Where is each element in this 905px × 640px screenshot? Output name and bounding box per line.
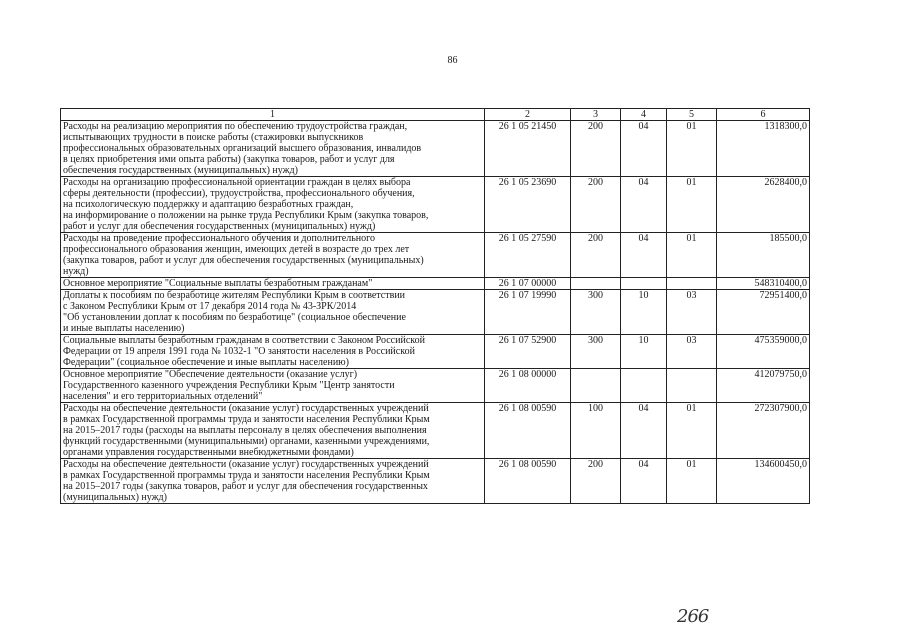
amount-value: 72951400,0	[717, 290, 810, 335]
budget-table	[60, 108, 810, 504]
expense-type-code	[571, 369, 621, 403]
description-line: Федерации" (социальное обеспечение и иные выплаты населению)	[63, 357, 349, 368]
page-number: 86	[447, 55, 458, 66]
description-line: в рамках Государственной программы труда и занятости населения Республики Крым	[63, 414, 430, 425]
subsection-code: 01	[667, 177, 717, 233]
description-line: (закупка товаров, работ и услуг для обеспечения государственных (муниципальных)	[63, 255, 424, 266]
description-line: органами управления государственными внебюджетными фондами)	[63, 447, 354, 458]
description-line: профессионального образования женщин, имеющих детей в возрасте до трех лет	[63, 244, 410, 255]
expense-type-code: 300	[571, 290, 621, 335]
target-article-code: 26 1 05 21450	[485, 121, 571, 177]
description-line: работ и услуг для обеспечения государственных (муниципальных) нужд)	[63, 221, 376, 232]
header-col-2: 2	[485, 109, 571, 121]
header-col-5: 5	[667, 109, 717, 121]
row-description	[61, 290, 485, 335]
table-body	[61, 121, 810, 504]
section-code: 04	[621, 403, 667, 459]
amount-value: 1318300,0	[717, 121, 810, 177]
row-description	[61, 369, 485, 403]
subsection-code: 03	[667, 335, 717, 369]
expense-type-code: 200	[571, 459, 621, 504]
amount-value: 272307900,0	[717, 403, 810, 459]
description-line: "Об установлении доплат к пособиям по безработице" (социальное обеспечение	[63, 312, 406, 323]
section-code: 04	[621, 177, 667, 233]
target-article-code: 26 1 07 52900	[485, 335, 571, 369]
target-article-code: 26 1 08 00000	[485, 369, 571, 403]
subsection-code: 03	[667, 290, 717, 335]
subsection-code: 01	[667, 459, 717, 504]
description-line: на 2015–2017 годы (расходы на выплаты персоналу в целях обеспечения выполнения	[63, 425, 427, 436]
target-article-code: 26 1 08 00590	[485, 459, 571, 504]
description-line: на информирование о положении на рынке труда Республики Крым (закупка товаров,	[63, 210, 429, 221]
expense-type-code: 100	[571, 403, 621, 459]
header-col-4: 4	[621, 109, 667, 121]
table-row	[61, 369, 810, 403]
amount-value: 412079750,0	[717, 369, 810, 403]
row-description	[61, 177, 485, 233]
row-description	[61, 459, 485, 504]
description-line: профессиональных образовательных организаций высшего образования, инвалидов	[63, 143, 422, 154]
header-col-6: 6	[717, 109, 810, 121]
amount-value: 548310400,0	[717, 278, 810, 290]
description-line: в рамках Государственной программы труда и занятости населения Республики Крым	[63, 470, 430, 481]
table-row	[61, 177, 810, 233]
handwritten-signature: 266	[677, 606, 709, 627]
row-description	[61, 335, 485, 369]
description-line: сферы деятельности (профессии), трудоустройства, профессионального обучения,	[63, 188, 415, 199]
description-line: Расходы на организацию профессиональной ориентации граждан в целях выбора	[63, 177, 411, 188]
table-row	[61, 278, 810, 290]
expense-type-code	[571, 278, 621, 290]
target-article-code: 26 1 05 27590	[485, 233, 571, 278]
amount-value: 475359000,0	[717, 335, 810, 369]
row-description	[61, 121, 485, 177]
expense-type-code: 200	[571, 177, 621, 233]
description-line: в целях приобретения ими опыта работы) (закупка товаров, работ и услуг для	[63, 154, 395, 165]
expense-type-code: 200	[571, 121, 621, 177]
description-line: Основное мероприятие "Обеспечение деятельности (оказание услуг)	[63, 369, 358, 380]
description-line: обеспечения государственных (муниципальных) нужд)	[63, 165, 298, 176]
target-article-code: 26 1 07 00000	[485, 278, 571, 290]
subsection-code: 01	[667, 403, 717, 459]
table-row	[61, 233, 810, 278]
description-line: Расходы на обеспечение деятельности (оказание услуг) государственных учреждений	[63, 403, 429, 414]
subsection-code	[667, 369, 717, 403]
expense-type-code: 300	[571, 335, 621, 369]
description-line: населения" и его территориальных отделений"	[63, 391, 263, 402]
subsection-code: 01	[667, 233, 717, 278]
description-line: и иные выплаты населению)	[63, 323, 185, 334]
header-col-3: 3	[571, 109, 621, 121]
row-description	[61, 278, 485, 290]
target-article-code: 26 1 07 19990	[485, 290, 571, 335]
table-row	[61, 459, 810, 504]
header-col-1: 1	[61, 109, 485, 121]
row-description	[61, 403, 485, 459]
description-line: Социальные выплаты безработным гражданам в соответствии с Законом Российской	[63, 335, 425, 346]
target-article-code: 26 1 08 00590	[485, 403, 571, 459]
description-line: Расходы на проведение профессионального обучения и дополнительного	[63, 233, 375, 244]
description-line: (муниципальных) нужд)	[63, 492, 167, 503]
table-row	[61, 121, 810, 177]
section-code: 10	[621, 290, 667, 335]
section-code	[621, 278, 667, 290]
amount-value: 134600450,0	[717, 459, 810, 504]
description-line: Доплаты к пособиям по безработице жителям Республики Крым в соответствии	[63, 290, 406, 301]
row-description	[61, 233, 485, 278]
description-line: с Законом Республики Крым от 17 декабря 2014 года № 43-ЗРК/2014	[63, 301, 357, 312]
subsection-code	[667, 278, 717, 290]
section-code	[621, 369, 667, 403]
table-row	[61, 403, 810, 459]
amount-value: 185500,0	[717, 233, 810, 278]
section-code: 10	[621, 335, 667, 369]
subsection-code: 01	[667, 121, 717, 177]
description-line: испытывающих трудности в поиске работы (стажировки выпускников	[63, 132, 364, 143]
amount-value: 2628400,0	[717, 177, 810, 233]
description-line: нужд)	[63, 266, 89, 277]
description-line: Расходы на обеспечение деятельности (оказание услуг) государственных учреждений	[63, 459, 429, 470]
section-code: 04	[621, 459, 667, 504]
table-row	[61, 290, 810, 335]
description-line: функций государственными (муниципальными) органами, казенными учреждениями,	[63, 436, 430, 447]
target-article-code: 26 1 05 23690	[485, 177, 571, 233]
section-code: 04	[621, 233, 667, 278]
expense-type-code: 200	[571, 233, 621, 278]
description-line: Расходы на реализацию мероприятия по обеспечению трудоустройства граждан,	[63, 121, 408, 132]
description-line: Федерации от 19 апреля 1991 года № 1032-1 "О занятости населения в Российской	[63, 346, 415, 357]
section-code: 04	[621, 121, 667, 177]
table-row	[61, 335, 810, 369]
description-line: на психологическую поддержку и адаптацию безработных граждан,	[63, 199, 354, 210]
description-line: Государственного казенного учреждения Республики Крым "Центр занятости	[63, 380, 395, 391]
description-line: Основное мероприятие "Социальные выплаты безработным гражданам"	[63, 278, 373, 289]
description-line: на 2015–2017 годы (закупка товаров, работ и услуг для обеспечения государственных	[63, 481, 428, 492]
header-row	[61, 109, 810, 121]
